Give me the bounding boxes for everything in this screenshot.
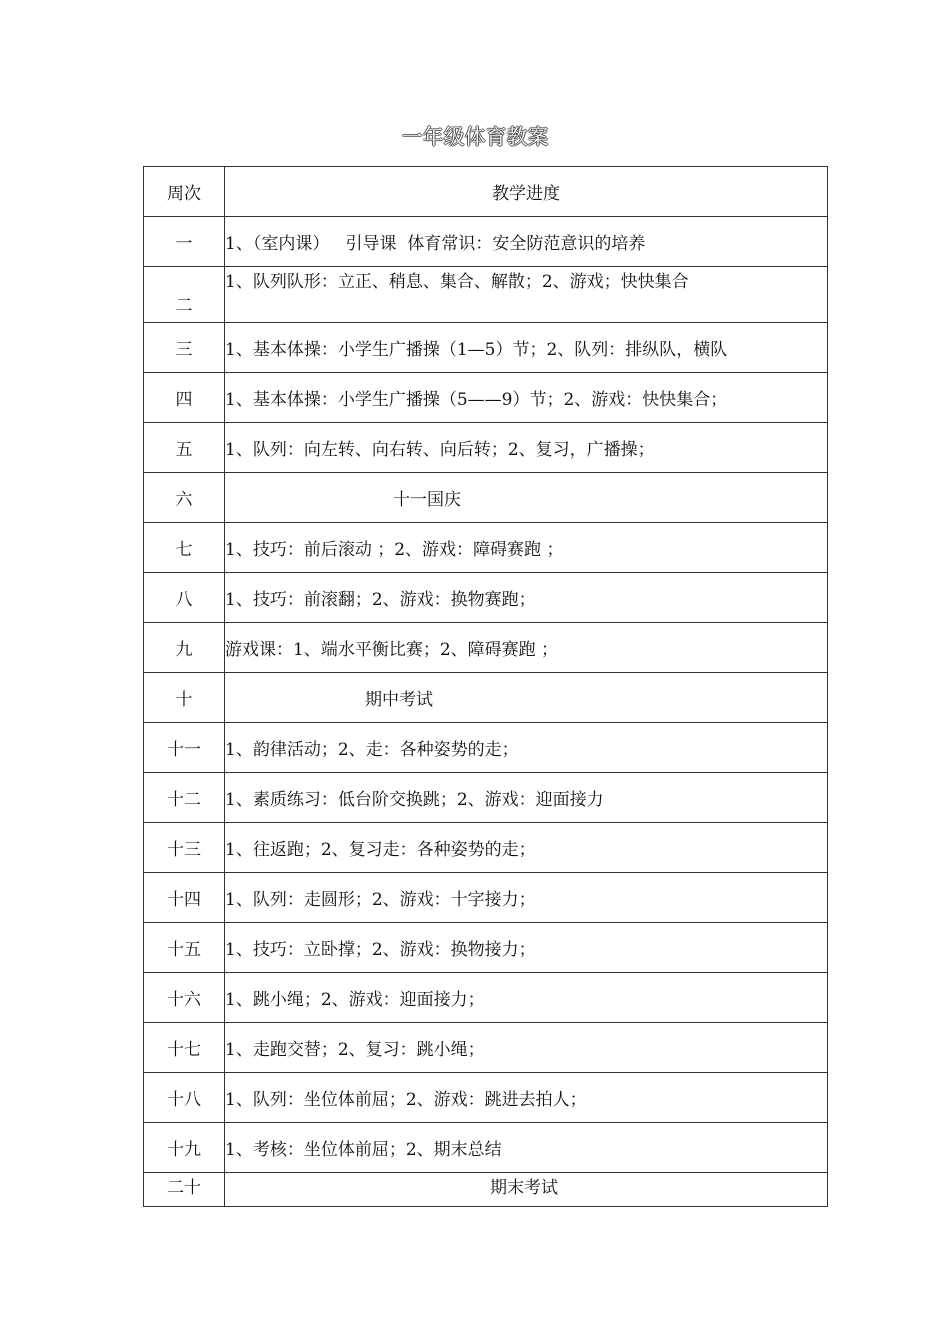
content-cell: 期末考试: [225, 1173, 828, 1207]
week-cell: 二十: [144, 1173, 225, 1207]
content-cell: 1、跳小绳；2、游戏：迎面接力；: [225, 973, 828, 1023]
table-row: [144, 923, 828, 973]
week-cell: 十五: [144, 923, 225, 973]
week-cell: 十四: [144, 873, 225, 923]
week-cell: 一: [144, 217, 225, 267]
week-cell: 八: [144, 573, 225, 623]
week-cell: 十九: [144, 1123, 225, 1173]
week-cell: 三: [144, 323, 225, 373]
table-row: [144, 573, 828, 623]
week-cell: 十七: [144, 1023, 225, 1073]
week-cell: 十八: [144, 1073, 225, 1123]
week-cell: 十一: [144, 723, 225, 773]
content-cell: 1、技巧：前后滚动 ；2、游戏：障碍赛跑 ；: [225, 523, 828, 573]
content-cell: 1、基本体操：小学生广播操（5——9）节；2、游戏：快快集合；: [225, 373, 828, 423]
week-cell: 十: [144, 673, 225, 723]
week-cell: 十三: [144, 823, 225, 873]
week-cell: 十六: [144, 973, 225, 1023]
content-cell: 1、技巧：前滚翻；2、游戏：换物赛跑；: [225, 573, 828, 623]
week-cell: 十二: [144, 773, 225, 823]
table-row: [144, 673, 828, 723]
content-cell: 1、基本体操：小学生广播操（1—5）节；2、队列：排纵队，横队: [225, 323, 828, 373]
table-row: [144, 473, 828, 523]
header-week: 周次: [144, 167, 225, 217]
table-row: [144, 373, 828, 423]
table-row: [144, 973, 828, 1023]
table-header-row: [144, 167, 828, 217]
content-cell: 1、队列队形：立正、稍息、集合、解散；2、游戏；快快集合: [225, 267, 828, 323]
table-row: [144, 423, 828, 473]
content-cell: 1、队列：走圆形；2、游戏：十字接力；: [225, 873, 828, 923]
table-row: [144, 267, 828, 323]
teaching-schedule-table: [143, 166, 828, 1207]
table-row: [144, 1173, 828, 1207]
week-cell: 五: [144, 423, 225, 473]
content-cell: 1、考核：坐位体前屈；2、期末总结: [225, 1123, 828, 1173]
table-row: [144, 1023, 828, 1073]
content-cell: 十一国庆: [225, 473, 828, 523]
table-row: [144, 723, 828, 773]
content-cell: 游戏课：1、端水平衡比赛；2、障碍赛跑 ；: [225, 623, 828, 673]
content-cell: 期中考试: [225, 673, 828, 723]
week-cell: 九: [144, 623, 225, 673]
content-cell: 1、韵律活动；2、走：各种姿势的走；: [225, 723, 828, 773]
table-row: [144, 623, 828, 673]
content-cell: 1、队列：坐位体前屈；2、游戏：跳进去拍人；: [225, 1073, 828, 1123]
table-row: [144, 873, 828, 923]
header-content: 教学进度: [225, 167, 828, 217]
week-cell: 七: [144, 523, 225, 573]
week-cell: 二: [144, 267, 225, 323]
table-row: [144, 1123, 828, 1173]
week-cell: 四: [144, 373, 225, 423]
table-row: [144, 1073, 828, 1123]
week-cell: 六: [144, 473, 225, 523]
table-row: [144, 523, 828, 573]
table-row: [144, 323, 828, 373]
page-title: 一年级体育教案: [401, 125, 549, 149]
content-cell: 1、技巧：立卧撑；2、游戏：换物接力；: [225, 923, 828, 973]
content-cell: 1、往返跑；2、复习走：各种姿势的走；: [225, 823, 828, 873]
content-cell: 1、（室内课） 引导课 体育常识：安全防范意识的培养: [225, 217, 828, 267]
content-cell: 1、队列：向左转、向右转、向后转；2、复习，广播操；: [225, 423, 828, 473]
content-cell: 1、走跑交替；2、复习：跳小绳；: [225, 1023, 828, 1073]
table-row: [144, 773, 828, 823]
table-row: [144, 217, 828, 267]
table-row: [144, 823, 828, 873]
content-cell: 1、素质练习：低台阶交换跳；2、游戏：迎面接力: [225, 773, 828, 823]
